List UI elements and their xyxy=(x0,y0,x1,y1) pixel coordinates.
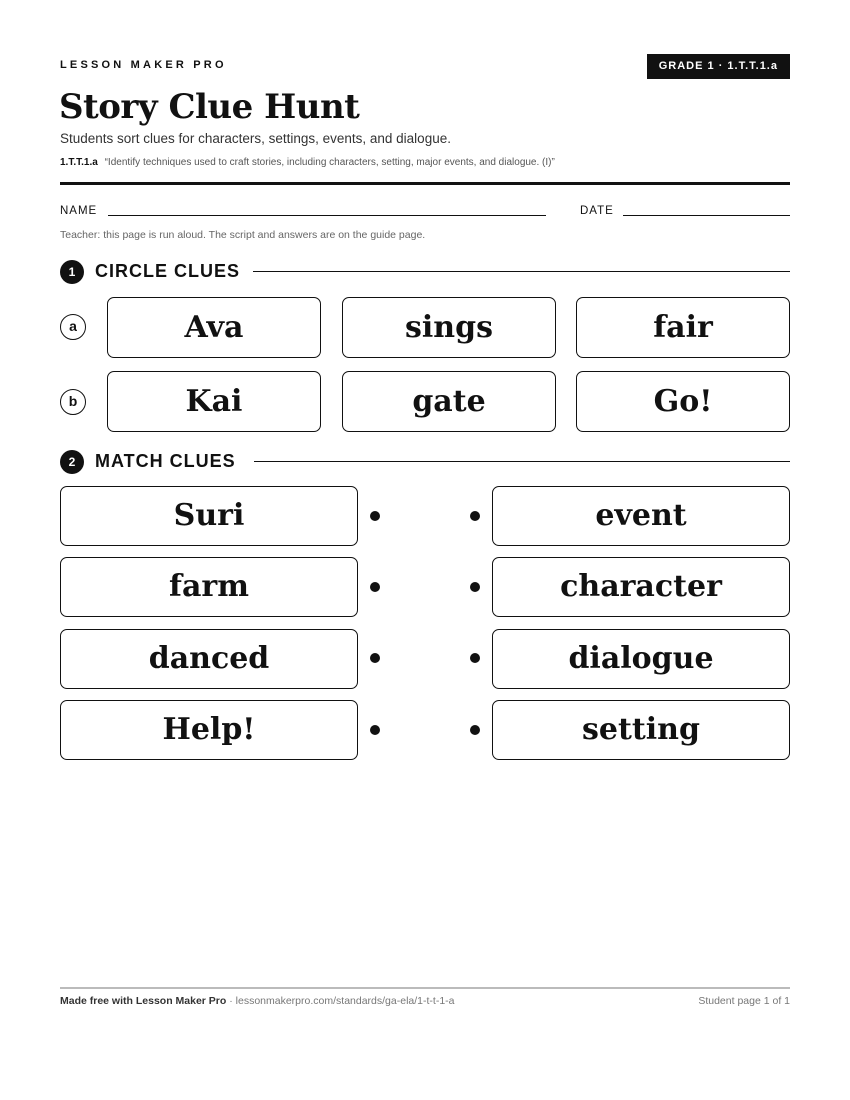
match-left-card[interactable]: farm xyxy=(60,557,358,617)
name-label: NAME xyxy=(60,205,98,217)
header-divider xyxy=(60,182,790,185)
standard-line xyxy=(60,157,555,168)
row-letter-b: b xyxy=(60,389,86,415)
match-dot-left[interactable] xyxy=(370,653,380,663)
match-right-card[interactable]: setting xyxy=(492,700,790,760)
match-left-card[interactable]: Help! xyxy=(60,700,358,760)
footer-credit xyxy=(60,995,455,1007)
clue-card[interactable]: gate xyxy=(342,371,556,432)
match-right-card[interactable]: event xyxy=(492,486,790,546)
section-rule xyxy=(253,271,790,272)
page-subtitle: Students sort clues for characters, settings, events, and dialogue. xyxy=(60,131,451,146)
section-number: 1 xyxy=(60,260,84,284)
section-circle-clues xyxy=(60,259,790,283)
section-rule xyxy=(254,461,790,462)
match-right-card[interactable]: dialogue xyxy=(492,629,790,689)
footer-page-number: Student page 1 of 1 xyxy=(698,995,790,1007)
match-left-card[interactable]: Suri xyxy=(60,486,358,546)
name-field[interactable] xyxy=(108,215,546,216)
footer-made-with: Made free with Lesson Maker Pro xyxy=(60,995,227,1007)
clue-card[interactable]: Kai xyxy=(107,371,321,432)
footer-separator: · xyxy=(226,995,236,1007)
match-dot-right[interactable] xyxy=(470,653,480,663)
footer-url[interactable]: lessonmakerpro.com/standards/ga-ela/1-t-t-1-a xyxy=(235,995,455,1007)
clue-card[interactable]: Ava xyxy=(107,297,321,358)
standard-code: 1.T.T.1.a xyxy=(60,157,98,168)
clue-card[interactable]: fair xyxy=(576,297,790,358)
standard-text: “Identify techniques used to craft stories, including characters, setting, major events, and dialogue. (I)” xyxy=(104,157,555,168)
brand-name: LESSON MAKER PRO xyxy=(60,59,227,71)
section-title: CIRCLE CLUES xyxy=(95,261,241,281)
match-dot-right[interactable] xyxy=(470,725,480,735)
teacher-note: Teacher: this page is run aloud. The script and answers are on the guide page. xyxy=(60,229,426,241)
match-dot-left[interactable] xyxy=(370,511,380,521)
match-dot-right[interactable] xyxy=(470,582,480,592)
grade-badge: GRADE 1 · 1.T.T.1.a xyxy=(647,54,790,79)
match-dot-left[interactable] xyxy=(370,725,380,735)
match-dot-right[interactable] xyxy=(470,511,480,521)
row-letter-a: a xyxy=(60,314,86,340)
footer-divider xyxy=(60,987,790,989)
date-field[interactable] xyxy=(623,215,790,216)
section-number: 2 xyxy=(60,450,84,474)
clue-card[interactable]: sings xyxy=(342,297,556,358)
match-right-card[interactable]: character xyxy=(492,557,790,617)
section-title: MATCH CLUES xyxy=(95,451,236,471)
section-match-clues xyxy=(60,449,790,473)
page-title: Story Clue Hunt xyxy=(59,87,360,127)
date-label: DATE xyxy=(580,205,614,217)
clue-card[interactable]: Go! xyxy=(576,371,790,432)
match-dot-left[interactable] xyxy=(370,582,380,592)
match-left-card[interactable]: danced xyxy=(60,629,358,689)
